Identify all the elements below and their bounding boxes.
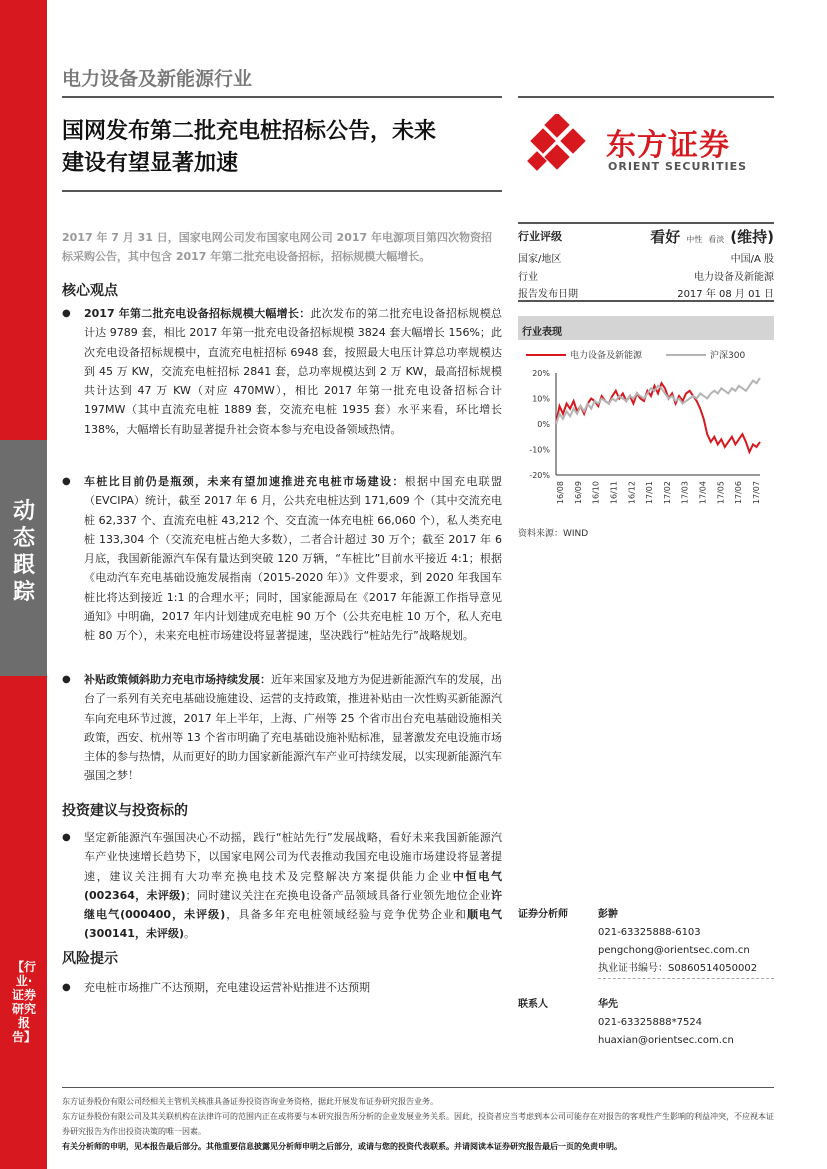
invest-text: ；同时建议关注在充换电设备产品领域具备行业领先地位企业 [185,888,491,902]
industry-row [518,266,774,284]
footer-line: 有关分析师的申明，见本报告最后部分。其他重要信息披露见分析师申明之后部分，或请与您的投资代表联系。并请阅读本证券研究报告最后一页的免责申明。 [62,1142,622,1151]
logo-mark-icon [526,114,596,180]
date-value: 2017 年 08 月 01 日 [677,288,774,300]
x-tick-label: 17/02 [662,481,672,505]
rating-value: 看好 [650,227,681,246]
series-line [556,378,760,424]
rating-bearish: 看淡 [708,234,725,244]
legend-label: 电力设备及新能源 [570,351,643,361]
x-tick-label: 16/08 [556,481,565,505]
industry-value: 电力设备及新能源 [694,271,774,283]
analyst-cert: 执业证书编号：S0860514050002 [598,960,774,979]
analyst-role: 证券分析师 [518,909,568,920]
core-point-3 [62,670,502,786]
risk-point [62,978,502,997]
invest-text: ，具备多年充电桩领域经验与竞争优势企业和 [225,908,467,922]
page-title [62,116,502,180]
x-tick-label: 17/04 [698,481,708,505]
rating-label: 行业评级 [518,230,562,243]
invest-text: 坚定新能源汽车强国决心不动摇，践行“桩站先行”发展战略，看好未来我国新能源汽车产业快速增长趋势下，以国家电网公司为代表推动我国充电设施市场建设将显著提速，建议关注拥有大功率充换电技术及完整解决方案提供能力企业 [84,831,502,883]
region-value: 中国/A 股 [730,253,774,265]
title-line-2: 建设有望显著加速 [62,151,239,176]
divider [62,190,502,192]
contact-block [518,996,774,1050]
x-tick-label: 17/07 [752,481,761,505]
industry-label: 行业 [518,271,538,283]
stock-link: 许继电气(000400，未评级) [84,888,502,922]
sector-name: 电力设备及新能源行业 [62,68,253,90]
x-tick-label: 16/09 [573,481,583,505]
rating-status: (维持) [730,227,774,246]
stock-link: 顺电气(300141，未评级) [84,908,503,941]
x-tick-label: 16/10 [591,481,601,505]
contact-name: 华先 [598,999,618,1010]
core-point-1 [62,304,502,439]
analyst-email[interactable]: pengchong@orientsec.com.cn [598,945,750,956]
x-tick-label: 17/03 [680,481,690,505]
core-point-2 [62,472,502,646]
footer-line: 东方证券股份有限公司经相关主管机关核准具备证券投资咨询业务资格，据此开展发布证券研究报告业务。 [62,1097,438,1106]
legend-label: 沪深300 [710,351,746,361]
bullet-icon: ● [62,476,71,487]
y-tick-label: -20% [529,471,550,480]
point-text: 根据中国充电联盟（EVCIPA）统计，截至 2017 年 6 月，公共充电桩达到 171,609 个（其中交流充电桩 62,337 个、直流充电桩 43,212 个、交直流一体充电桩 66,060 个），私人类充电桩 133,304 个（交流充电桩占绝大多数），二者合计超过 30 万个；截至 2017 年 6 月底，我国新能源汽车保有量达到突破 120 万辆，“车桩比”目前水平接近 4:1；根据《电动汽车充电基础设施发展指南（2015-2020 年）》文件要求，到 2020 年我国车桩比将达到接近 1:1 的合理水平；同时，国家能源局在《2017 年能源工作指导意见通知》中明确，2017 年内计划建成充电桩 90 万个（公共充电桩 10 万个，私人充电桩 80 万个），未来充电桩市场建设将显著提速，坚决践行“桩站先行”战略规划。 [84,475,503,643]
performance-heading: 行业表现 [518,316,774,340]
invest-point [62,828,502,944]
x-tick-label: 17/06 [734,481,744,505]
footer-line: 东方证券股份有限公司及其关联机构在法律许可的范围内正在或将要与本研究报告所分析的企业发展业务关系。因此，投资者应当考虑到本公司可能存在对报告的客观性产生影响的利益冲突，不应视本证券研究报告为作出投资决策的唯一因素。 [62,1112,774,1136]
analyst-phone: 021-63325888-6103 [598,927,701,938]
region-row [518,248,774,266]
rating-box [518,222,774,302]
point-bold: 补贴政策倾斜助力充电市场持续发展： [84,673,271,686]
x-tick-label: 16/11 [609,481,619,505]
bullet-icon: ● [62,674,71,685]
sidebar-category-label: 【行业·证券研究报告】 [11,960,36,1044]
performance-chart [518,343,774,523]
risk-heading: 风险提示 [62,951,118,967]
point-text: 近年来国家及地方为促进新能源汽车的发展，出台了一系列有关充电基础设施建设、运营的支持政策，推进补贴由一次性购买新能源汽车向充电环节过渡，2017 年上半年，上海、广州等 25 个省市出台充电基础设施相关政策，西安、杭州等 13 个省市明确了充电基础设施补贴标准，显著激发充电设施市场主体的参与热情，从而更好的助力国家新能源汽车产业可持续发展，以实现新能源汽车强国之梦！ [84,673,502,783]
logo-en-text: ORIENT SECURITIES [608,160,748,173]
bullet-icon: ● [62,832,71,843]
contact-email[interactable]: huaxian@orientsec.com.cn [598,1035,734,1046]
disclaimer-footer [62,1087,774,1154]
x-tick-label: 17/01 [645,481,655,505]
point-text: 此次发布的第二批充电设备招标规模总计达 9789 套，相比 2017 年第一批充电设备招标规模 3824 套大幅增长 156%；此次充电设备招标规模中，直流充电桩招标 6948 套，按照最大电压计算总功率规模达到 45 万 KW，交流充电桩招标 2841 套，总功率规模达到 2 万 KW，最高招标规模共计达到 47 万 KW（对应 470MW），相比 2017 年第一批充电设备招标合计 197MW（其中直流充电桩 1889 套，交流充电桩 1935 套）水平来看，环比增长 138%，大幅增长有助显著提升社会资本参与充电设备领域热情。 [84,307,502,436]
contact-phone: 021-63325888*7524 [598,1017,703,1028]
region-label: 国家/地区 [518,253,562,265]
y-tick-label: 10% [532,394,550,404]
x-tick-label: 16/12 [627,481,637,505]
rating-neutral: 中性 [686,234,703,244]
company-logo [524,112,774,182]
chart-source: 资料来源：WIND [518,529,589,539]
bullet-icon: ● [62,982,71,993]
x-tick-label: 17/05 [716,481,726,505]
title-line-1: 国网发布第二批充电桩招标公告，未来 [62,119,437,144]
core-heading: 核心观点 [62,283,118,299]
invest-text: 。 [183,927,195,941]
y-tick-label: 0% [537,420,550,429]
bullet-icon: ● [62,308,71,319]
rating-row [518,222,774,248]
sidebar-section-label: 动态跟踪 [12,499,35,605]
date-label: 报告发布日期 [518,288,578,300]
intro-summary: 2017 年 7 月 31 日，国家电网公司发布国家电网公司 2017 年电源项目第四次物资招标采购公告，其中包含 2017 年第二批充电设备招标，招标规模大幅增长。 [62,231,492,263]
point-bold: 车桩比目前仍是瓶颈，未来有望加速推进充电桩市场建设： [84,475,405,488]
divider [62,96,502,98]
invest-heading: 投资建议与投资标的 [62,803,188,819]
date-row [518,284,774,302]
analyst-block [518,906,774,978]
analyst-name: 彭翀 [598,909,618,920]
contact-role: 联系人 [518,999,548,1010]
y-tick-label: -10% [529,445,550,455]
risk-text: 充电桩市场推广不达预期，充电建设运营补贴推进不达预期 [84,981,370,994]
stock-link: 中恒电气(002364，未评级) [84,869,502,902]
point-bold: 2017 年第二批充电设备招标规模大幅增长： [84,307,311,320]
divider [518,96,774,98]
logo-cn-text: 东方证券 [606,128,730,163]
y-tick-label: 20% [532,369,550,378]
